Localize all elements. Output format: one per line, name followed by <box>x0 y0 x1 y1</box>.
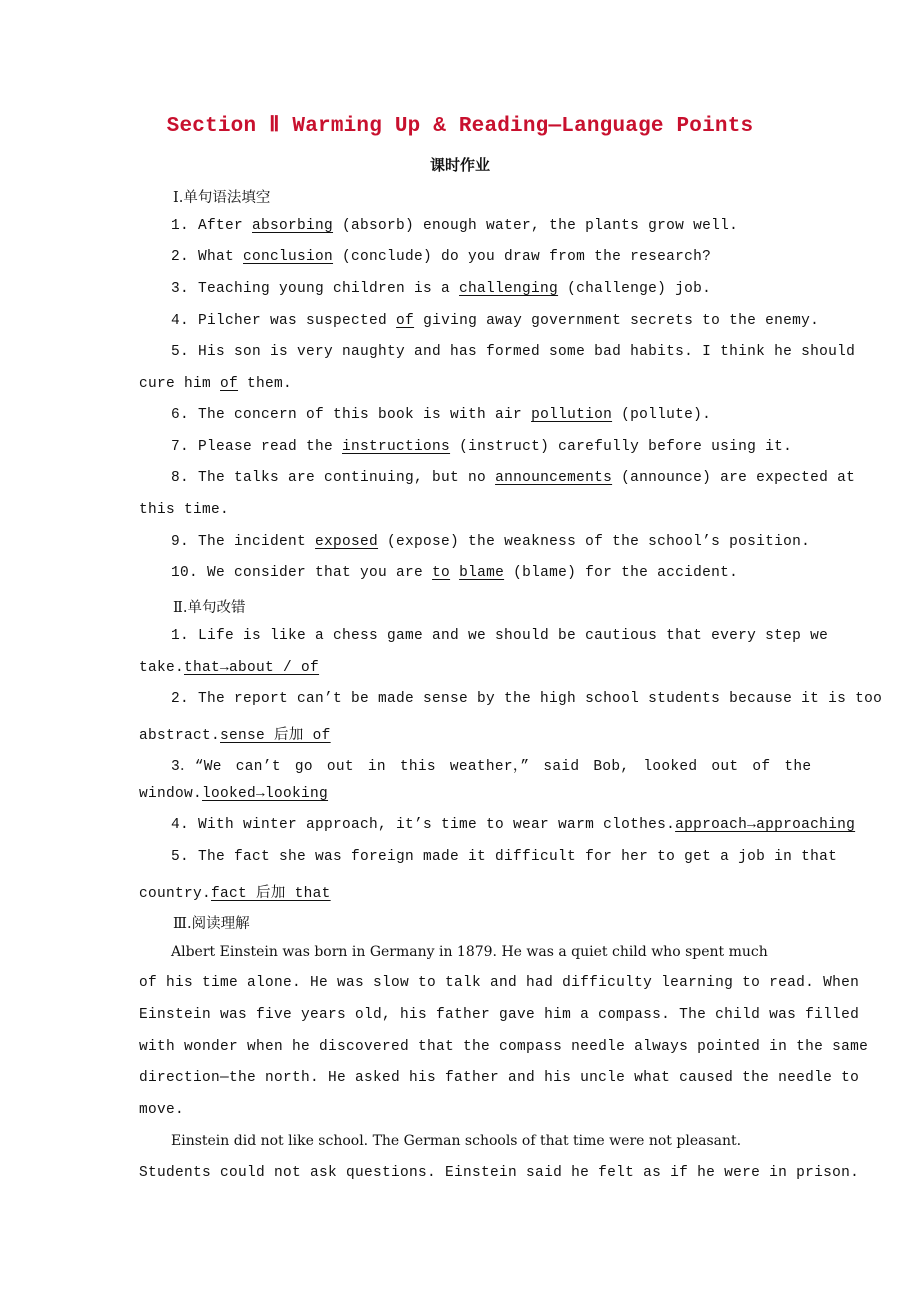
passage-line: direction—the north. He asked his father and his uncle what caused the needle to <box>139 1070 860 1086</box>
exercise-item-line: 5. His son is very naughty and has formed some bad habits. I think he should <box>171 344 856 360</box>
item-text: (pollute). <box>612 407 712 423</box>
answer: that→about / of <box>184 660 320 676</box>
exercise-item <box>171 470 855 486</box>
exercise-item <box>171 534 810 550</box>
exercise-item <box>139 723 331 744</box>
answer: to <box>432 565 451 581</box>
item-text: 3. Teaching young children is a <box>171 281 460 297</box>
item-text: take. <box>139 660 185 676</box>
section-heading-reading: Ⅲ.阅读理解 <box>173 916 250 932</box>
item-text: (announce) are expected at <box>612 470 856 486</box>
item-text: 4. Pilcher was suspected <box>171 313 397 329</box>
page-subtitle: 课时作业 <box>429 156 490 174</box>
exercise-item <box>171 281 711 297</box>
answer: absorbing <box>252 218 334 234</box>
exercise-item <box>171 249 711 265</box>
item-text: 7. Please read the <box>171 439 343 455</box>
exercise-item <box>171 439 792 455</box>
item-text: window. <box>139 786 203 802</box>
section-heading-correction: Ⅱ.单句改错 <box>173 600 246 616</box>
item-text: (absorb) enough water, the plants grow well. <box>333 218 739 234</box>
exercise-item <box>139 376 292 392</box>
item-text: 2. What <box>171 249 244 265</box>
item-text: them. <box>238 376 293 392</box>
answer: approach→approaching <box>675 817 856 833</box>
exercise-item-line: 2. The report can’t be made sense by the high school students because it is too <box>171 691 883 707</box>
answer: blame <box>459 565 505 581</box>
passage-line: Einstein was five years old, his father gave him a compass. The child was filled <box>139 1007 860 1023</box>
item-text: (conclude) do you draw from the research? <box>333 249 712 265</box>
item-text: country. <box>139 886 212 902</box>
passage-line: Albert Einstein was born in Germany in 1879. He was a quiet child who spent much <box>171 944 768 960</box>
answer: fact 后加 that <box>211 886 331 902</box>
passage-line: of his time alone. He was slow to talk and had difficulty learning to read. When <box>139 975 860 991</box>
item-text: cure him <box>139 376 221 392</box>
passage-line: Students could not ask questions. Einstein said he felt as if he were in prison. <box>139 1165 860 1181</box>
exercise-item-line: 1. Life is like a chess game and we should be cautious that every step we <box>171 628 829 644</box>
exercise-item <box>139 660 319 676</box>
section-heading-grammar: Ⅰ.单句语法填空 <box>173 190 271 206</box>
passage-line: Einstein did not like school. The German schools of that time were not pleasant. <box>171 1133 742 1149</box>
item-text: 1. After <box>171 218 253 234</box>
exercise-item <box>171 407 711 423</box>
answer: conclusion <box>243 249 334 265</box>
exercise-item <box>171 313 819 329</box>
item-text: (blame) for the accident. <box>504 565 739 581</box>
exercise-item-line: 3．“We can’t go out in this weather，” said Bob, looked out of the <box>171 759 812 775</box>
item-text: (expose) the weakness of the school’s position. <box>378 534 811 550</box>
exercise-item <box>139 786 328 802</box>
exercise-item <box>171 565 738 581</box>
item-text: 8. The talks are continuing, but no <box>171 470 496 486</box>
answer: challenging <box>459 281 559 297</box>
exercise-item <box>171 218 738 234</box>
item-text: (challenge) job. <box>558 281 712 297</box>
answer: announcements <box>495 470 613 486</box>
exercise-item <box>139 881 331 902</box>
passage-line: move. <box>139 1102 185 1118</box>
answer: of <box>396 313 415 329</box>
item-text: giving away government secrets to the enemy. <box>414 313 820 329</box>
answer: sense 后加 of <box>220 728 331 744</box>
answer: instructions <box>342 439 451 455</box>
item-text: 10. We consider that you are <box>171 565 433 581</box>
passage-line: with wonder when he discovered that the compass needle always pointed in the same <box>139 1039 869 1055</box>
item-text: abstract. <box>139 728 221 744</box>
exercise-item <box>171 817 855 833</box>
exercise-item-line: 5. The fact she was foreign made it difficult for her to get a job in that <box>171 849 838 865</box>
answer: looked→looking <box>202 786 329 802</box>
item-text: 9. The incident <box>171 534 316 550</box>
page-title: Section Ⅱ Warming Up & Reading—Language Points <box>166 115 754 138</box>
answer: of <box>220 376 239 392</box>
item-text: (instruct) carefully before using it. <box>450 439 793 455</box>
item-text: 4. With winter approach, it’s time to wear warm clothes. <box>171 817 676 833</box>
answer: pollution <box>531 407 613 423</box>
exercise-item-line: this time. <box>139 502 230 518</box>
answer: exposed <box>315 534 379 550</box>
item-text: 6. The concern of this book is with air <box>171 407 532 423</box>
